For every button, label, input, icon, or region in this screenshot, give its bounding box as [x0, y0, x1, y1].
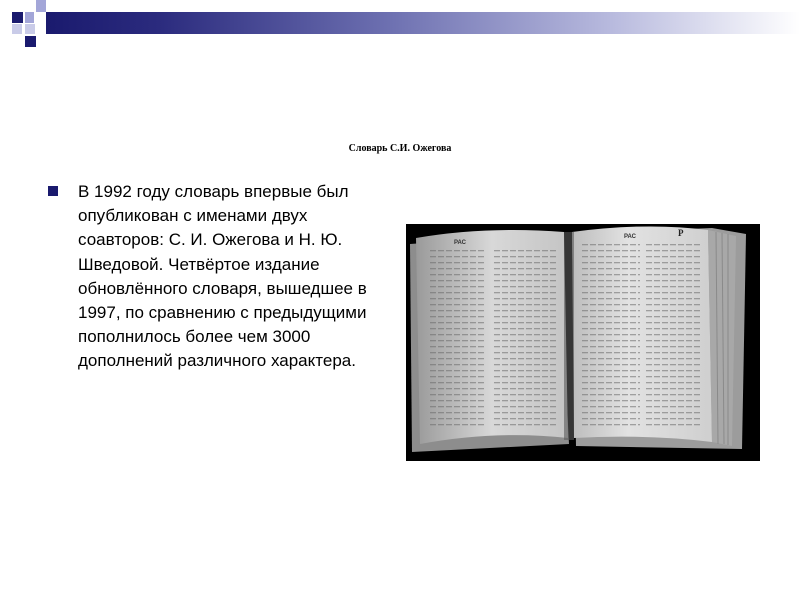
right-page-header: РАС	[624, 234, 636, 240]
decor-square	[25, 12, 34, 23]
decor-square	[25, 36, 36, 47]
header-gradient-bar	[46, 12, 800, 34]
decor-square	[25, 24, 35, 34]
left-page-header: РАС	[454, 240, 466, 246]
right-page-letter: Р	[678, 228, 684, 238]
open-dictionary-photo	[406, 224, 760, 461]
square-bullet-icon	[48, 186, 58, 196]
slide-title: Словарь С.И. Ожегова	[348, 143, 452, 154]
decor-square	[12, 12, 23, 23]
decor-square	[36, 0, 46, 12]
decor-square	[12, 24, 22, 34]
dictionary-image	[406, 224, 760, 461]
bullet-text: В 1992 году словарь впервые был опубликован с именами двух соавторов: С. И. Ожегова и Н. Ю. Шведовой. Четвёртое издание обновлённого словаря, вышедшее в 1997, по сравнению с предыдущими пополнилось более чем 3000 дополнений различного характера.	[78, 182, 367, 371]
